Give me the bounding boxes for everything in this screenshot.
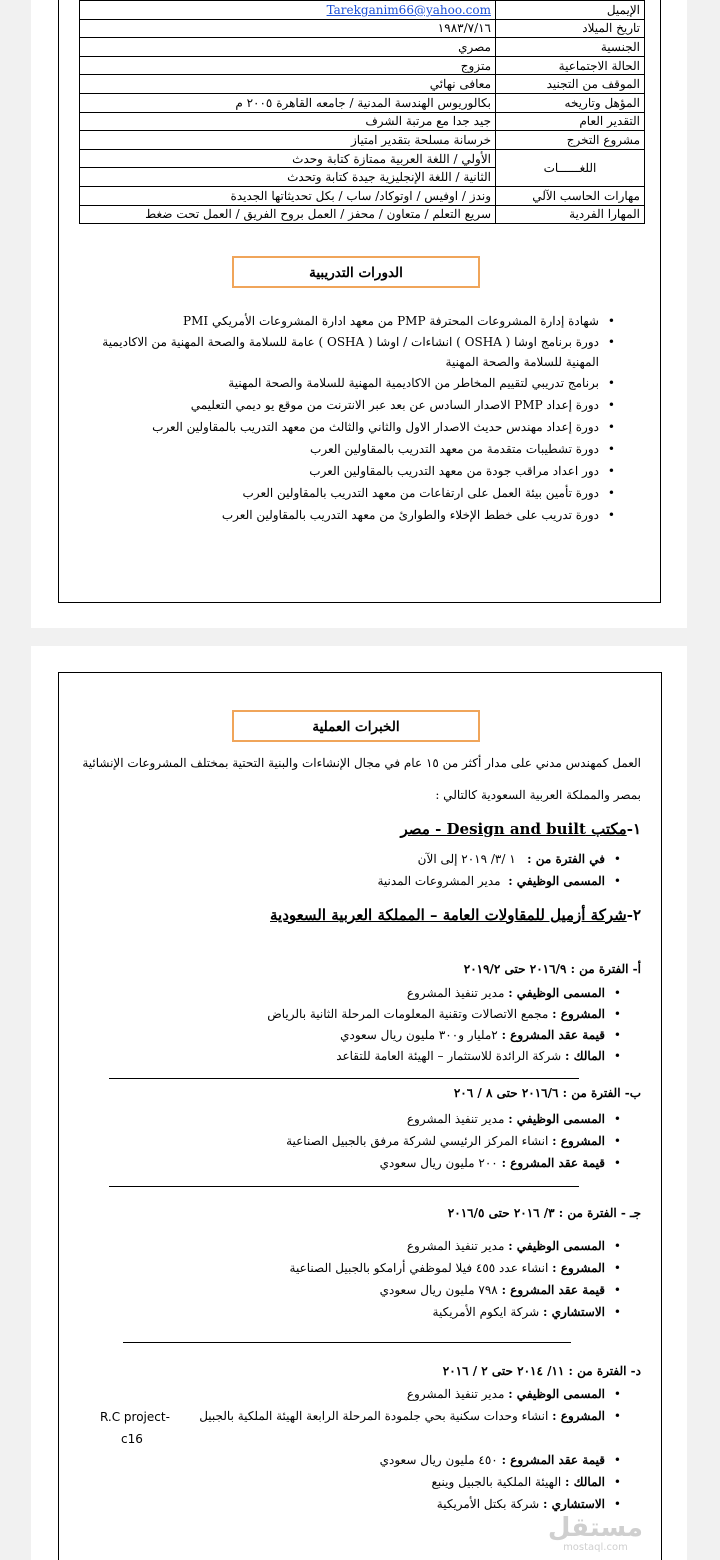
separator-line xyxy=(123,1342,571,1343)
table-row: الثانية / اللغة الإنجليزية جيدة كتابة وتحدث xyxy=(80,168,645,187)
email-link[interactable]: Tarekganim66@yahoo.com xyxy=(80,1,496,20)
experience-intro-line-1: العمل كمهندس مدني على مدار أكثر من ١٥ عام في مجال الإنشاءات والبنية التحتية بمختلف المشروعات الإنشائية xyxy=(82,756,641,770)
table-row: مشروع التخرج خرسانة مسلحة بتقدير امتياز xyxy=(80,131,645,150)
table-row: الموقف من التجنيد معافى نهائي xyxy=(80,75,645,94)
experience-section-title: الخبرات العملية xyxy=(232,710,480,742)
mostaql-watermark-logo: مستقل mostaql.com xyxy=(547,1513,643,1553)
list-item: • دورة إعداد مهندس حديث الاصدار الاول والثاني والثالث من معهد التدريب بالمقاولين العرب xyxy=(89,416,621,438)
rc-project-code: c16 xyxy=(121,1432,143,1446)
list-item: • المشروع : انشاء عدد ٤٥٥ فيلا لموظفي أرامكو بالجبيل الصناعية xyxy=(127,1257,627,1279)
list-item: • المسمى الوظيفي : مدير تنفيذ المشروع xyxy=(127,983,627,1004)
list-item: • دورة تأمين بيئة العمل على ارتفاعات من معهد التدريب بالمقاولين العرب xyxy=(89,482,621,504)
table-row: التقدير العام جيد جدا مع مرتبة الشرف xyxy=(80,112,645,131)
experience-intro-line-2: بمصر والمملكة العربية السعودية كالتالي : xyxy=(435,788,641,802)
list-item: • دورة برنامج اوشا ( OSHA ) انشاءات / اوشا ( OSHA ) عامة للسلامة والصحة المهنية من الاكاديمية المهنية للسلامة والصحة المهنية xyxy=(89,332,621,372)
job-2a-details xyxy=(127,983,627,1067)
table-row: المؤهل وتاريخه بكالوريوس الهندسة المدنية / جامعه القاهرة ٢٠٠٥ م xyxy=(80,93,645,112)
list-item: • الاستشاري : شركة بكتل الأمريكية xyxy=(127,1493,627,1515)
separator-line xyxy=(109,1078,579,1079)
list-item: • دورة تشطيبات متقدمة من معهد التدريب بالمقاولين العرب xyxy=(89,438,621,460)
list-item: • المسمى الوظيفي : مدير تنفيذ المشروع xyxy=(127,1235,627,1257)
table-row: المهارا الفردية سريع التعلم / متعاون / محفز / العمل بروح الفريق / العمل تحت ضغط xyxy=(80,205,645,224)
job-2d-details xyxy=(127,1383,627,1515)
rc-project-label: R.C project- xyxy=(100,1410,170,1424)
job-2d-period: د- الفترة من : ١١/ ٢٠١٤ حتى ٢ / ٢٠١٦ xyxy=(442,1364,641,1378)
table-row: الجنسية مصري xyxy=(80,38,645,57)
list-item: • برنامج تدريبي لتقييم المخاطر من الاكاديمية المهنية للسلامة والصحة المهنية xyxy=(89,372,621,394)
job-2-heading: ٢-شركة أزميل للمقاولات العامة – المملكة العربية السعودية xyxy=(270,906,641,924)
table-row xyxy=(80,1,645,20)
table-row: الحالة الاجتماعية متزوج xyxy=(80,56,645,75)
list-item: • المالك : شركة الرائدة للاستثمار – الهيئة العامة للتقاعد xyxy=(127,1046,627,1067)
list-item: • المشروع : مجمع الاتصالات وتقنية المعلومات المرحلة الثانية بالرياض xyxy=(127,1004,627,1025)
email-label: الإيميل xyxy=(496,1,645,20)
list-item: • دورة تدريب على خطط الإخلاء والطوارئ من معهد التدريب بالمقاولين العرب xyxy=(89,504,621,526)
job-2b-details xyxy=(127,1108,627,1174)
list-item: • المشروع : انشاء وحدات سكنية بحي جلمودة المرحلة الرابعة الهيئة الملكية بالجبيل xyxy=(127,1405,627,1449)
list-item: • المالك : الهيئة الملكية بالجبيل وينبع xyxy=(127,1471,627,1493)
table-row: اللغــــــات الأولي / اللغة العربية ممتازة كتابة وحدث xyxy=(80,149,645,168)
job-2b-period: ب- الفترة من : ٢٠١٦/٦ حتى ٨ / ٢٠٦ xyxy=(453,1086,641,1100)
list-item: • قيمة عقد المشروع : ٧٩٨ مليون ريال سعودي xyxy=(127,1279,627,1301)
list-item: • دور اعداد مراقب جودة من معهد التدريب بالمقاولين العرب xyxy=(89,460,621,482)
table-row: مهارات الحاسب الآلي وندز / اوفيس / اوتوكاد/ ساب / بكل تحديثاتها الجديدة xyxy=(80,186,645,205)
job-1-heading: ١-مكتب Design and built - مصر xyxy=(400,820,641,838)
languages-label: اللغــــــات xyxy=(496,149,645,186)
job-2a-period: أ- الفترة من : ٢٠١٦/٩ حتى ٢٠١٩/٢ xyxy=(463,962,641,976)
list-item: • شهادة إدارة المشروعات المحترفة PMP من معهد ادارة المشروعات الأمريكي PMI xyxy=(89,310,621,332)
document-page-2 xyxy=(31,646,687,1560)
job-2c-details xyxy=(127,1235,627,1323)
list-item: • المسمى الوظيفي : مدير تنفيذ المشروع xyxy=(127,1108,627,1130)
list-item: • دورة إعداد PMP الاصدار السادس عن بعد عبر الانترنت من موقع يو ديمي التعليمي xyxy=(89,394,621,416)
job-1-details xyxy=(227,848,627,892)
courses-list xyxy=(89,310,621,526)
list-item: • المشروع : انشاء المركز الرئيسي لشركة مرفق بالجبيل الصناعية xyxy=(127,1130,627,1152)
list-item: • في الفترة من : ١ /٣/ ٢٠١٩ إلى الآن xyxy=(227,848,627,870)
list-item: • قيمة عقد المشروع : ٢٠٠ مليون ريال سعودي xyxy=(127,1152,627,1174)
courses-section-title: الدورات التدريبية xyxy=(232,256,480,288)
list-item: • قيمة عقد المشروع : ٤٥٠ مليون ريال سعودي xyxy=(127,1449,627,1471)
personal-info-table xyxy=(79,0,645,224)
separator-line xyxy=(109,1186,579,1187)
list-item: • قيمة عقد المشروع : ٢مليار و٣٠٠ مليون ريال سعودي xyxy=(127,1025,627,1046)
table-row: تاريخ الميلاد ١٩٨٣/٧/١٦ xyxy=(80,19,645,38)
job-2c-period: جـ - الفترة من : ٣/ ٢٠١٦ حتى ٢٠١٦/٥ xyxy=(447,1206,641,1220)
document-page-1 xyxy=(31,0,687,628)
list-item: • المسمى الوظيفي : مدير المشروعات المدنية xyxy=(227,870,627,892)
list-item: • الاستشاري : شركة ايكوم الأمريكية xyxy=(127,1301,627,1323)
list-item: • المسمى الوظيفي : مدير تنفيذ المشروع xyxy=(127,1383,627,1405)
